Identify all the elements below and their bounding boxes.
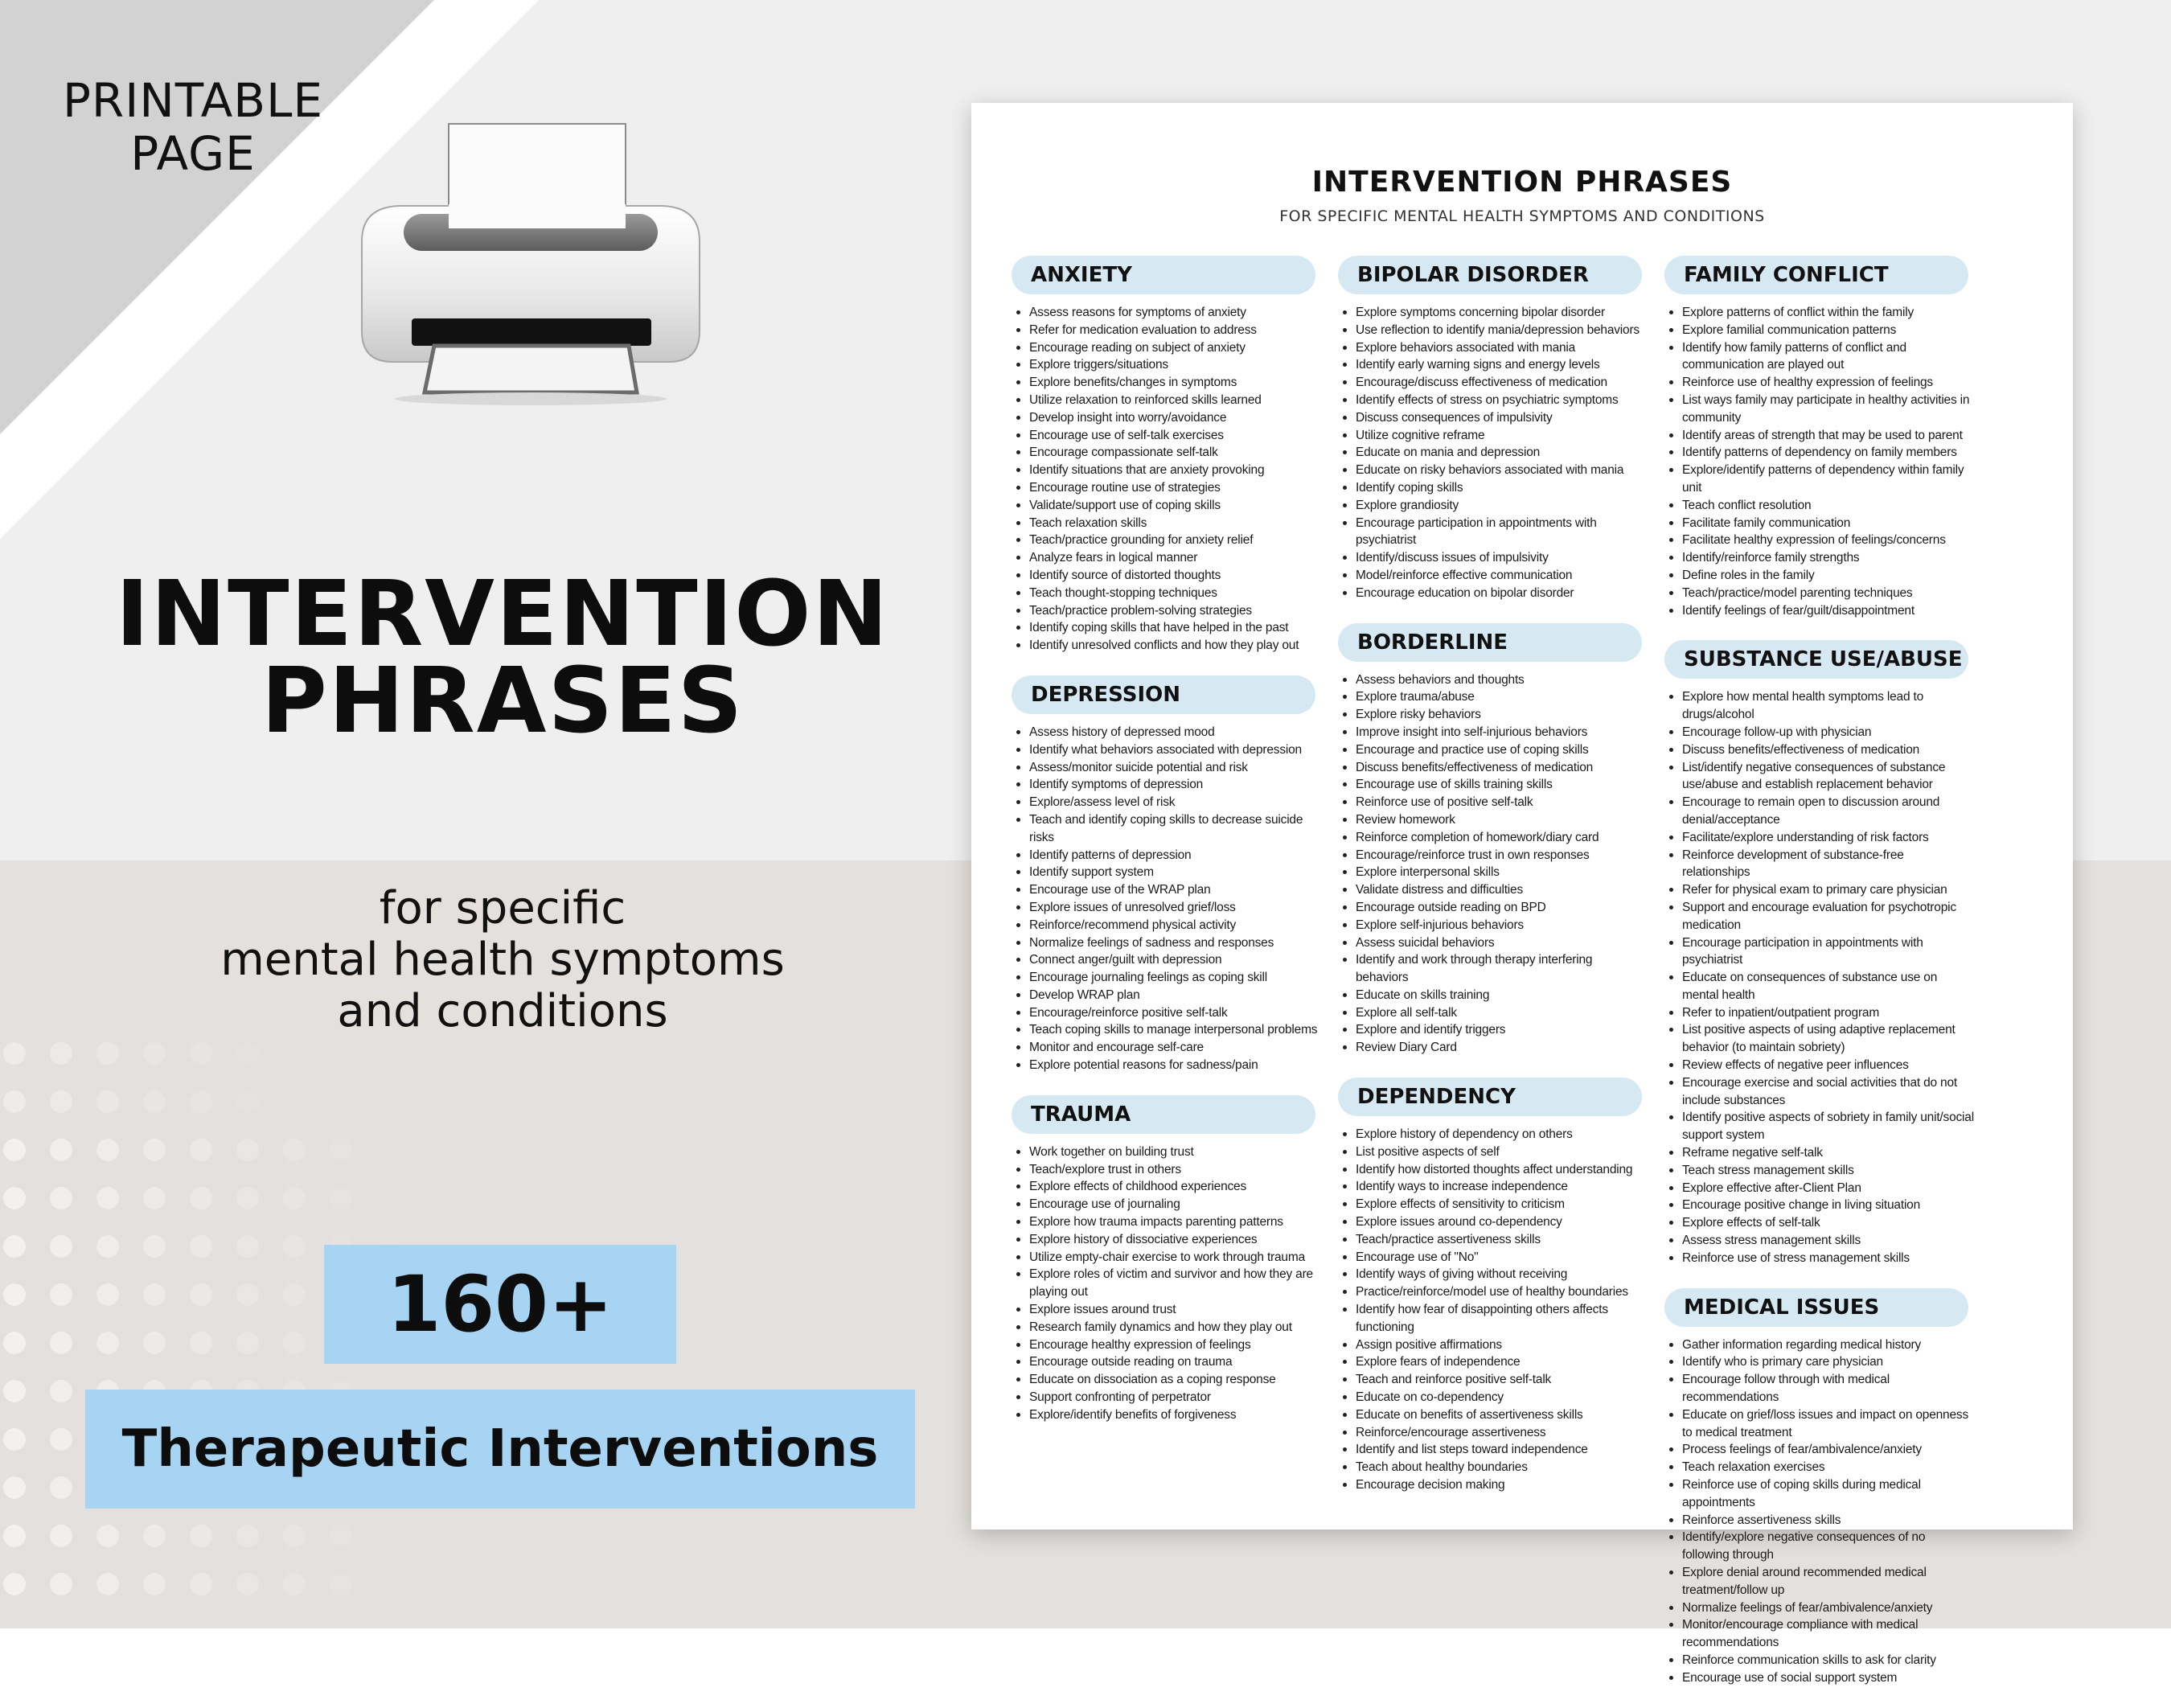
- list-item: Research family dynamics and how they play out: [1029, 1319, 1321, 1336]
- section-trauma: [1012, 1095, 1321, 1424]
- decorative-dot: [50, 1428, 72, 1451]
- document-title: INTERVENTION PHRASES: [1311, 166, 1733, 199]
- list-item: Encourage follow through with medical recommendations: [1682, 1371, 1974, 1406]
- list-item: Assess suicidal behaviors: [1356, 934, 1648, 952]
- list-item: Explore issues around trust: [1029, 1301, 1321, 1319]
- section-heading: BIPOLAR DISORDER: [1338, 256, 1642, 294]
- list-item: Encourage to remain open to discussion around denial/acceptance: [1682, 794, 1974, 829]
- list-item: Explore interpersonal skills: [1356, 864, 1648, 881]
- decorative-dot: [283, 1283, 306, 1306]
- decorative-dot: [50, 1283, 72, 1306]
- list-item: Identify ways of giving without receiving: [1356, 1266, 1648, 1283]
- decorative-dot: [143, 1042, 166, 1065]
- decorative-dot: [96, 1235, 119, 1258]
- count-badge: 160+: [324, 1245, 676, 1364]
- decorative-dot: [376, 1525, 399, 1547]
- decorative-dot: [236, 1235, 259, 1258]
- list-item: Encourage exercise and social activities that do not include substances: [1682, 1074, 1974, 1110]
- list-item: Utilize cognitive reframe: [1356, 427, 1648, 445]
- list-item: Explore effects of childhood experiences: [1029, 1178, 1321, 1196]
- list-item: Encourage reading on subject of anxiety: [1029, 339, 1321, 357]
- list-item: Encourage participation in appointments with psychiatrist: [1682, 934, 1974, 970]
- list-item: Explore fears of independence: [1356, 1353, 1648, 1371]
- section-substance-use-abuse: [1664, 640, 1974, 1267]
- list-item: Identify situations that are anxiety provoking: [1029, 462, 1321, 479]
- list-item: Explore all self-talk: [1356, 1004, 1648, 1022]
- list-item: Refer to inpatient/outpatient program: [1682, 1004, 1974, 1022]
- list-item: Develop WRAP plan: [1029, 987, 1321, 1004]
- decorative-dot: [143, 1235, 166, 1258]
- list-item: Assess behaviors and thoughts: [1356, 671, 1648, 689]
- list-item: Explore history of dependency on others: [1356, 1126, 1648, 1143]
- printable-line-2: PAGE: [130, 126, 256, 181]
- printable-line-1: PRINTABLE: [62, 73, 324, 128]
- list-item: Identify and work through therapy interfering behaviors: [1356, 951, 1648, 987]
- list-item: Identify how family patterns of conflict and communication are played out: [1682, 339, 1974, 375]
- list-item: Encourage use of self-talk exercises: [1029, 427, 1321, 445]
- list-item: Teach relaxation skills: [1029, 515, 1321, 532]
- list-item: Reinforce use of stress management skills: [1682, 1250, 1974, 1267]
- decorative-dot: [330, 1139, 352, 1161]
- decorative-dot: [236, 1187, 259, 1209]
- list-item: Explore roles of victim and survivor and how they are playing out: [1029, 1266, 1321, 1301]
- list-item: Validate/support use of coping skills: [1029, 497, 1321, 515]
- list-item: Explore effects of self-talk: [1682, 1214, 1974, 1232]
- list-item: List positive aspects of self: [1356, 1143, 1648, 1161]
- section-medical-issues: [1664, 1288, 1974, 1687]
- list-item: Model/reinforce effective communication: [1356, 567, 1648, 585]
- hero-subtitle: [32, 883, 973, 1037]
- list-item: Identify how distorted thoughts affect understanding: [1356, 1161, 1648, 1179]
- list-item: Identify patterns of dependency on family members: [1682, 444, 1974, 462]
- hero-title-line-1: INTERVENTION: [115, 562, 890, 667]
- list-item: Educate on skills training: [1356, 987, 1648, 1004]
- decorative-dot: [376, 1573, 399, 1595]
- list-item: Identify support system: [1029, 864, 1321, 881]
- list-item: Encourage journaling feelings as coping skill: [1029, 969, 1321, 987]
- list-item: List/identify negative consequences of substance use/abuse and establish replacement behavior: [1682, 759, 1974, 794]
- decorative-dot: [143, 1139, 166, 1161]
- decorative-dot: [283, 1332, 306, 1354]
- list-item: Teach/practice assertiveness skills: [1356, 1231, 1648, 1249]
- section-item-list: [1338, 1126, 1648, 1494]
- list-item: Review homework: [1356, 811, 1648, 829]
- list-item: Encourage use of the WRAP plan: [1029, 881, 1321, 899]
- document-column-1: [1012, 256, 1321, 1445]
- section-anxiety: [1012, 256, 1321, 655]
- list-item: Identify areas of strength that may be used to parent: [1682, 427, 1974, 445]
- decorative-dot: [50, 1090, 72, 1113]
- list-item: Teach stress management skills: [1682, 1162, 1974, 1180]
- decorative-dot: [190, 1235, 212, 1258]
- decorative-dot: [96, 1187, 119, 1209]
- decorative-dot: [3, 1090, 26, 1113]
- section-heading: ANXIETY: [1012, 256, 1315, 294]
- list-item: Reinforce completion of homework/diary card: [1356, 829, 1648, 847]
- list-item: Facilitate healthy expression of feelings/concerns: [1682, 532, 1974, 549]
- list-item: Encourage use of social support system: [1682, 1669, 1974, 1687]
- list-item: Explore history of dissociative experiences: [1029, 1231, 1321, 1249]
- list-item: Reinforce use of positive self-talk: [1356, 794, 1648, 811]
- list-item: Encourage and practice use of coping skills: [1356, 741, 1648, 759]
- decorative-dot: [236, 1332, 259, 1354]
- list-item: Gather information regarding medical history: [1682, 1336, 1974, 1354]
- hero-subtitle-line-1: for specific: [379, 882, 626, 934]
- list-item: Educate on co-dependency: [1356, 1389, 1648, 1406]
- list-item: Identify what behaviors associated with depression: [1029, 741, 1321, 759]
- list-item: Identify/discuss issues of impulsivity: [1356, 549, 1648, 567]
- decorative-dot: [96, 1332, 119, 1354]
- list-item: Explore patterns of conflict within the family: [1682, 304, 1974, 322]
- list-item: Teach coping skills to manage interpersonal problems: [1029, 1021, 1321, 1039]
- list-item: Identify how fear of disappointing others affects functioning: [1356, 1301, 1648, 1336]
- list-item: Discuss benefits/effectiveness of medication: [1356, 759, 1648, 777]
- list-item: Reinforce assertiveness skills: [1682, 1512, 1974, 1529]
- decorative-dot: [3, 1235, 26, 1258]
- list-item: Define roles in the family: [1682, 567, 1974, 585]
- decorative-dot: [50, 1139, 72, 1161]
- section-item-list: [1012, 304, 1321, 655]
- list-item: Encourage healthy expression of feelings: [1029, 1336, 1321, 1354]
- document-column-2: [1338, 256, 1648, 1515]
- list-item: Teach relaxation exercises: [1682, 1459, 1974, 1476]
- decorative-dot: [3, 1380, 26, 1402]
- decorative-dot: [236, 1573, 259, 1595]
- list-item: Explore/identify patterns of dependency within family unit: [1682, 462, 1974, 497]
- decorative-dot: [50, 1380, 72, 1402]
- printable-document-preview: [971, 103, 2073, 1685]
- list-item: Assess stress management skills: [1682, 1232, 1974, 1250]
- list-item: Normalize feelings of fear/ambivalence/anxiety: [1682, 1599, 1974, 1617]
- list-item: Use reflection to identify mania/depression behaviors: [1356, 322, 1648, 339]
- section-item-list: [1338, 304, 1648, 602]
- decorative-dot: [96, 1139, 119, 1161]
- list-item: Identify coping skills that have helped in the past: [1029, 619, 1321, 637]
- list-item: Monitor/encourage compliance with medical recommendations: [1682, 1616, 1974, 1652]
- list-item: Identify feelings of fear/guilt/disappointment: [1682, 602, 1974, 620]
- list-item: Explore trauma/abuse: [1356, 688, 1648, 706]
- decorative-dot: [190, 1090, 212, 1113]
- decorative-dot: [50, 1573, 72, 1595]
- list-item: Refer for medication evaluation to address: [1029, 322, 1321, 339]
- list-item: Process feelings of fear/ambivalence/anxiety: [1682, 1441, 1974, 1459]
- decorative-dot: [143, 1283, 166, 1306]
- decorative-dot: [143, 1090, 166, 1113]
- decorative-dot: [50, 1332, 72, 1354]
- decorative-dot: [96, 1283, 119, 1306]
- decorative-dot: [50, 1187, 72, 1209]
- list-item: Identify source of distorted thoughts: [1029, 567, 1321, 585]
- decorative-dot: [330, 1573, 352, 1595]
- decorative-dot: [190, 1042, 212, 1065]
- decorative-dot: [96, 1090, 119, 1113]
- list-item: Explore issues around co-dependency: [1356, 1213, 1648, 1231]
- list-item: Educate on mania and depression: [1356, 444, 1648, 462]
- section-heading: DEPENDENCY: [1338, 1078, 1642, 1116]
- section-heading: SUBSTANCE USE/ABUSE: [1664, 640, 1968, 679]
- document-subtitle: FOR SPECIFIC MENTAL HEALTH SYMPTOMS AND CONDITIONS: [1279, 207, 1765, 225]
- list-item: Identify unresolved conflicts and how they play out: [1029, 637, 1321, 655]
- list-item: Educate on risky behaviors associated with mania: [1356, 462, 1648, 479]
- list-item: Encourage use of skills training skills: [1356, 776, 1648, 794]
- decorative-dot: [236, 1090, 259, 1113]
- list-item: Discuss consequences of impulsivity: [1356, 409, 1648, 427]
- section-heading: BORDERLINE: [1338, 623, 1642, 662]
- list-item: Identify who is primary care physician: [1682, 1353, 1974, 1371]
- list-item: Explore/identify benefits of forgiveness: [1029, 1406, 1321, 1424]
- decorative-dot: [3, 1332, 26, 1354]
- section-heading: DEPRESSION: [1012, 675, 1315, 714]
- list-item: Encourage follow-up with physician: [1682, 724, 1974, 741]
- list-item: Develop insight into worry/avoidance: [1029, 409, 1321, 427]
- list-item: Encourage/reinforce trust in own responses: [1356, 847, 1648, 864]
- section-family-conflict: [1664, 256, 1974, 619]
- list-item: Teach about healthy boundaries: [1356, 1459, 1648, 1476]
- list-item: Reinforce/recommend physical activity: [1029, 917, 1321, 934]
- list-item: Support confronting of perpetrator: [1029, 1389, 1321, 1406]
- document-column-3: [1664, 256, 1974, 1708]
- list-item: Encourage/discuss effectiveness of medication: [1356, 374, 1648, 392]
- list-item: Assess reasons for symptoms of anxiety: [1029, 304, 1321, 322]
- list-item: Encourage outside reading on BPD: [1356, 899, 1648, 917]
- list-item: Reframe negative self-talk: [1682, 1144, 1974, 1162]
- section-heading: TRAUMA: [1012, 1095, 1315, 1134]
- decorative-dot: [283, 1187, 306, 1209]
- printer-icon: [354, 121, 708, 410]
- decorative-dot: [143, 1573, 166, 1595]
- list-item: Encourage participation in appointments with psychiatrist: [1356, 515, 1648, 550]
- list-item: Explore how trauma impacts parenting patterns: [1029, 1213, 1321, 1231]
- decorative-dot: [330, 1525, 352, 1547]
- section-item-list: [1664, 1336, 1974, 1687]
- list-item: Teach and reinforce positive self-talk: [1356, 1371, 1648, 1389]
- list-item: Reinforce development of substance-free relationships: [1682, 847, 1974, 882]
- list-item: Encourage routine use of strategies: [1029, 479, 1321, 497]
- list-item: Encourage use of "No": [1356, 1249, 1648, 1267]
- section-borderline: [1338, 623, 1648, 1057]
- hero-subtitle-line-2: mental health symptoms: [220, 934, 785, 986]
- section-depression: [1012, 675, 1321, 1074]
- decorative-dot: [50, 1235, 72, 1258]
- list-item: Teach/explore trust in others: [1029, 1161, 1321, 1179]
- list-item: Explore issues of unresolved grief/loss: [1029, 899, 1321, 917]
- decorative-dot: [236, 1042, 259, 1065]
- decorative-dot: [283, 1525, 306, 1547]
- list-item: Reinforce/encourage assertiveness: [1356, 1424, 1648, 1442]
- list-item: Explore symptoms concerning bipolar disorder: [1356, 304, 1648, 322]
- list-item: Identify/explore negative consequences of no following through: [1682, 1529, 1974, 1564]
- decorative-dot: [3, 1042, 26, 1065]
- list-item: Analyze fears in logical manner: [1029, 549, 1321, 567]
- list-item: Improve insight into self-injurious behaviors: [1356, 724, 1648, 741]
- list-item: List ways family may participate in healthy activities in community: [1682, 392, 1974, 427]
- hero-title: [32, 562, 973, 753]
- decorative-dot: [3, 1573, 26, 1595]
- list-item: Explore benefits/changes in symptoms: [1029, 374, 1321, 392]
- list-item: Educate on benefits of assertiveness skills: [1356, 1406, 1648, 1424]
- list-item: Encourage education on bipolar disorder: [1356, 585, 1648, 602]
- decorative-dot: [190, 1525, 212, 1547]
- list-item: Explore risky behaviors: [1356, 706, 1648, 724]
- list-item: Explore denial around recommended medical treatment/follow up: [1682, 1564, 1974, 1599]
- decorative-dot: [3, 1476, 26, 1499]
- decorative-dot: [283, 1573, 306, 1595]
- decorative-dot: [236, 1525, 259, 1547]
- list-item: Identify symptoms of depression: [1029, 776, 1321, 794]
- section-bipolar-disorder: [1338, 256, 1648, 602]
- list-item: Identify/reinforce family strengths: [1682, 549, 1974, 567]
- list-item: Identify ways to increase independence: [1356, 1178, 1648, 1196]
- list-item: Encourage/reinforce positive self-talk: [1029, 1004, 1321, 1022]
- decorative-dot: [330, 1187, 352, 1209]
- section-item-list: [1338, 671, 1648, 1057]
- list-item: Support and encourage evaluation for psychotropic medication: [1682, 899, 1974, 934]
- list-item: Explore self-injurious behaviors: [1356, 917, 1648, 934]
- decorative-dot: [376, 1187, 399, 1209]
- hero-subtitle-line-3: and conditions: [337, 985, 668, 1037]
- decorative-dot: [96, 1042, 119, 1065]
- decorative-dot: [283, 1139, 306, 1161]
- list-item: Discuss benefits/effectiveness of medication: [1682, 741, 1974, 759]
- list-item: Practice/reinforce/model use of healthy boundaries: [1356, 1283, 1648, 1301]
- list-item: Teach and identify coping skills to decrease suicide risks: [1029, 811, 1321, 847]
- decorative-dot: [190, 1283, 212, 1306]
- list-item: Identify early warning signs and energy levels: [1356, 356, 1648, 374]
- list-item: Teach thought-stopping techniques: [1029, 585, 1321, 602]
- decorative-dot: [143, 1332, 166, 1354]
- decorative-dot: [50, 1476, 72, 1499]
- decorative-dot: [3, 1525, 26, 1547]
- decorative-dot: [3, 1139, 26, 1161]
- list-item: Validate distress and difficulties: [1356, 881, 1648, 899]
- list-item: Explore triggers/situations: [1029, 356, 1321, 374]
- list-item: Explore potential reasons for sadness/pain: [1029, 1057, 1321, 1074]
- list-item: Monitor and encourage self-care: [1029, 1039, 1321, 1057]
- list-item: Encourage use of journaling: [1029, 1196, 1321, 1213]
- decorative-dot: [190, 1139, 212, 1161]
- decorative-dot: [236, 1283, 259, 1306]
- list-item: Explore behaviors associated with mania: [1356, 339, 1648, 357]
- section-dependency: [1338, 1078, 1648, 1494]
- list-item: Educate on consequences of substance use on mental health: [1682, 969, 1974, 1004]
- list-item: Teach conflict resolution: [1682, 497, 1974, 515]
- list-item: Facilitate/explore understanding of risk factors: [1682, 829, 1974, 847]
- list-item: Refer for physical exam to primary care physician: [1682, 881, 1974, 899]
- decorative-dot: [236, 1139, 259, 1161]
- list-item: Review Diary Card: [1356, 1039, 1648, 1057]
- list-item: Explore and identify triggers: [1356, 1021, 1648, 1039]
- list-item: Encourage decision making: [1356, 1476, 1648, 1494]
- list-item: Assign positive affirmations: [1356, 1336, 1648, 1354]
- decorative-dot: [143, 1525, 166, 1547]
- list-item: Reinforce use of healthy expression of feelings: [1682, 374, 1974, 392]
- list-item: Identify and list steps toward independence: [1356, 1441, 1648, 1459]
- decorative-dot: [283, 1235, 306, 1258]
- list-item: Encourage positive change in living situation: [1682, 1197, 1974, 1214]
- list-item: Identify patterns of depression: [1029, 847, 1321, 864]
- list-item: Explore grandiosity: [1356, 497, 1648, 515]
- section-item-list: [1012, 1143, 1321, 1424]
- list-item: Review effects of negative peer influences: [1682, 1057, 1974, 1074]
- decorative-dot: [190, 1573, 212, 1595]
- list-item: Reinforce use of coping skills during medical appointments: [1682, 1476, 1974, 1512]
- count-label-badge: Therapeutic Interventions: [85, 1390, 915, 1509]
- list-item: Identify coping skills: [1356, 479, 1648, 497]
- list-item: Teach/practice problem-solving strategies: [1029, 602, 1321, 620]
- decorative-dot: [190, 1187, 212, 1209]
- section-heading: FAMILY CONFLICT: [1664, 256, 1968, 294]
- list-item: Encourage outside reading on trauma: [1029, 1353, 1321, 1371]
- decorative-dot: [96, 1525, 119, 1547]
- list-item: Teach/practice grounding for anxiety relief: [1029, 532, 1321, 549]
- section-item-list: [1664, 688, 1974, 1267]
- list-item: Explore familial communication patterns: [1682, 322, 1974, 339]
- hero-title-line-2: PHRASES: [261, 649, 745, 753]
- list-item: Teach/practice/model parenting techniques: [1682, 585, 1974, 602]
- list-item: Identify positive aspects of sobriety in family unit/social support system: [1682, 1109, 1974, 1144]
- decorative-dot: [3, 1428, 26, 1451]
- section-heading: MEDICAL ISSUES: [1664, 1288, 1968, 1327]
- list-item: Connect anger/guilt with depression: [1029, 951, 1321, 969]
- list-item: List positive aspects of using adaptive replacement behavior (to maintain sobriety): [1682, 1021, 1974, 1057]
- printable-page-label: [16, 74, 370, 180]
- list-item: Assess/monitor suicide potential and risk: [1029, 759, 1321, 777]
- list-item: Assess history of depressed mood: [1029, 724, 1321, 741]
- list-item: Explore how mental health symptoms lead to drugs/alcohol: [1682, 688, 1974, 724]
- list-item: Utilize empty-chair exercise to work through trauma: [1029, 1249, 1321, 1267]
- list-item: Normalize feelings of sadness and responses: [1029, 934, 1321, 952]
- decorative-dot: [143, 1187, 166, 1209]
- list-item: Explore effects of sensitivity to criticism: [1356, 1196, 1648, 1213]
- decorative-dot: [190, 1332, 212, 1354]
- decorative-dot: [3, 1187, 26, 1209]
- list-item: Explore effective after-Client Plan: [1682, 1180, 1974, 1197]
- decorative-dot: [376, 1139, 399, 1161]
- decorative-dot: [96, 1573, 119, 1595]
- list-item: Work together on building trust: [1029, 1143, 1321, 1161]
- section-item-list: [1664, 304, 1974, 619]
- decorative-dot: [50, 1525, 72, 1547]
- list-item: Reinforce communication skills to ask for clarity: [1682, 1652, 1974, 1669]
- list-item: Encourage compassionate self-talk: [1029, 444, 1321, 462]
- list-item: Facilitate family communication: [1682, 515, 1974, 532]
- decorative-dot: [50, 1042, 72, 1065]
- list-item: Educate on grief/loss issues and impact on openness to medical treatment: [1682, 1406, 1974, 1442]
- list-item: Explore/assess level of risk: [1029, 794, 1321, 811]
- list-item: Educate on dissociation as a coping response: [1029, 1371, 1321, 1389]
- decorative-dot: [3, 1283, 26, 1306]
- list-item: Identify effects of stress on psychiatric symptoms: [1356, 392, 1648, 409]
- section-item-list: [1012, 724, 1321, 1074]
- list-item: Utilize relaxation to reinforced skills learned: [1029, 392, 1321, 409]
